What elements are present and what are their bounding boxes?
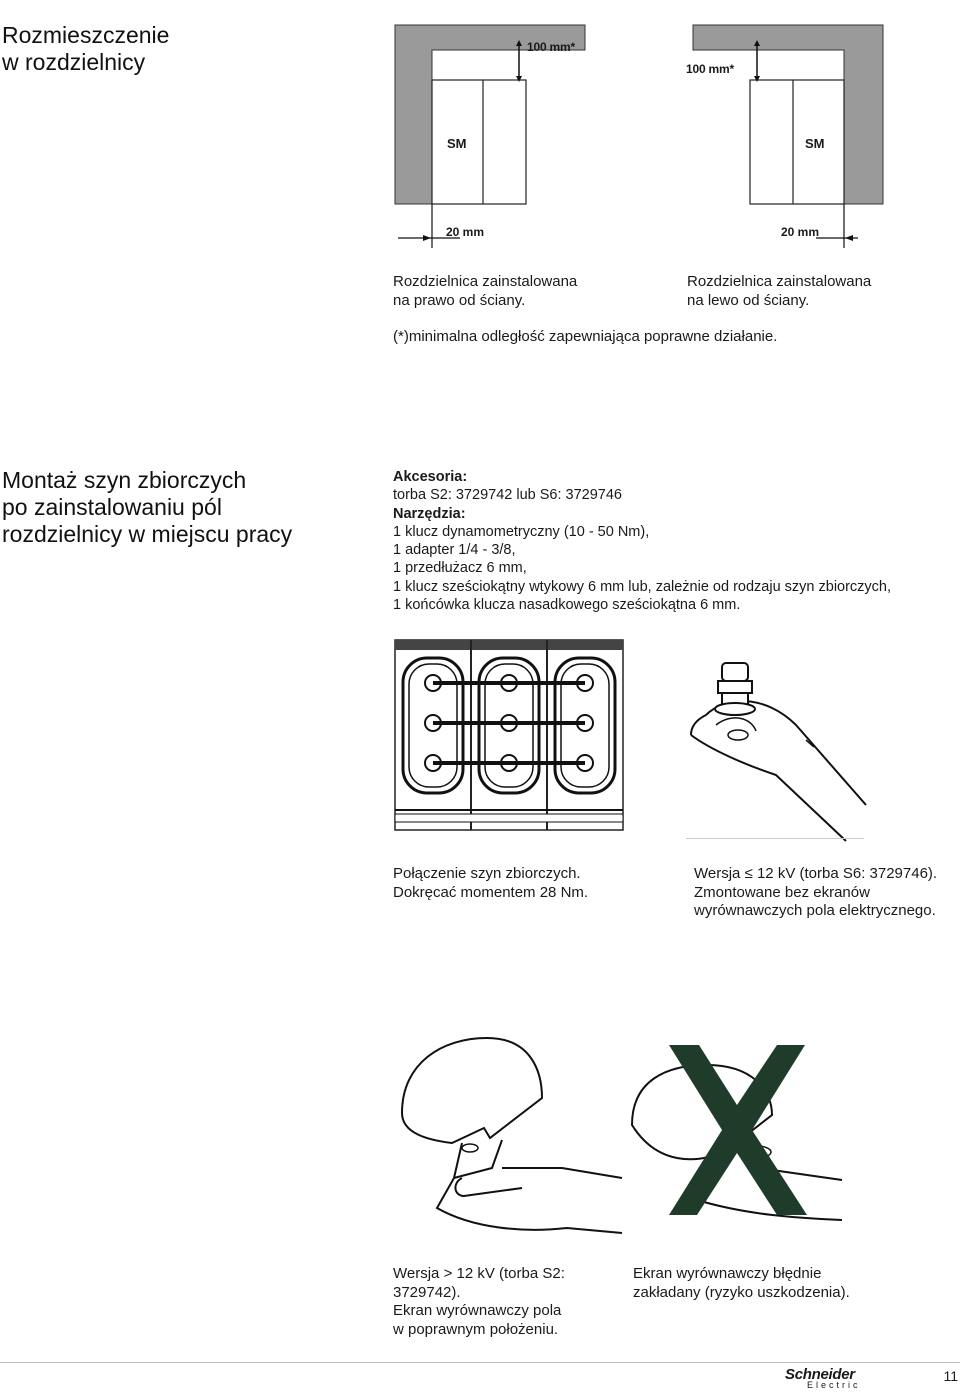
caption-line: 3729742). — [393, 1283, 461, 1301]
diagram-right-of-wall — [390, 22, 590, 252]
brand-name: Schneider — [785, 1366, 855, 1383]
divider — [686, 838, 864, 839]
title-line: po zainstalowaniu pól — [2, 494, 222, 520]
field-screen-incorrect-sketch — [627, 1040, 847, 1240]
title-line: rozdzielnicy w miejscu pracy — [2, 521, 293, 547]
unit-label: SM — [447, 136, 467, 151]
dimension-bottom-label: 20 mm — [781, 225, 820, 239]
diagram-left-of-wall — [688, 22, 888, 252]
tool-item: 1 adapter 1/4 - 3/8, — [393, 542, 516, 559]
caption-line: Dokręcać momentem 28 Nm. — [393, 883, 589, 901]
caption-busbar-connection — [393, 865, 588, 902]
tool-item: 1 końcówka klucza nasadkowego sześciokątna 6 mm. — [393, 597, 741, 614]
title-line: w rozdzielnicy — [2, 49, 146, 75]
section-title-busbar-assembly — [2, 467, 292, 548]
caption-version-gt12kv — [393, 1265, 565, 1339]
footer-rule — [0, 1362, 960, 1363]
caption-line: Zmontowane bez ekranów — [694, 883, 870, 901]
caption-line: Ekran wyrównawczy pola — [393, 1302, 562, 1319]
caption-line: Wersja ≤ 12 kV (torba S6: 3729746). — [694, 865, 938, 882]
caption-line: wyrównawczych pola elektrycznego. — [694, 902, 936, 919]
caption-right-of-wall — [393, 273, 577, 310]
brand-sub: Electric — [807, 1380, 861, 1390]
dimension-bottom-label: 20 mm — [446, 225, 485, 239]
tools-heading: Narzędzia: — [393, 505, 466, 522]
minimum-distance-note: (*)minimalna odległość zapewniająca poprawne działanie. — [393, 328, 778, 345]
bolt-connection-sketch — [686, 655, 866, 841]
caption-line: Rozdzielnica zainstalowana — [687, 273, 872, 290]
caption-version-le12kv — [694, 865, 937, 921]
page-number: 11 — [943, 1368, 958, 1384]
busbar-connection-diagram — [393, 638, 625, 834]
accessories-text: torba S2: 3729742 lub S6: 3729746 — [393, 487, 622, 504]
tool-item: 1 klucz dynamometryczny (10 - 50 Nm), — [393, 523, 650, 540]
caption-line: na prawo od ściany. — [393, 291, 526, 309]
caption-left-of-wall — [687, 273, 871, 310]
accessories-heading: Akcesoria: — [393, 469, 468, 485]
caption-line: Rozdzielnica zainstalowana — [393, 273, 578, 290]
tools-accessories-block — [393, 468, 891, 614]
caption-line: Połączenie szyn zbiorczych. — [393, 865, 581, 882]
title-line: Montaż szyn zbiorczych — [2, 467, 247, 493]
caption-line: Wersja > 12 kV (torba S2: — [393, 1265, 565, 1282]
tool-item: 1 klucz sześciokątny wtykowy 6 mm lub, zależnie od rodzaju szyn zbiorczych, — [393, 578, 892, 595]
title-line: Rozmieszczenie — [2, 22, 170, 48]
dimension-top-label: 100 mm* — [527, 40, 575, 54]
caption-line: zakładany (ryzyko uszkodzenia). — [633, 1283, 850, 1301]
unit-label: SM — [805, 136, 825, 151]
caption-screen-incorrect — [633, 1265, 850, 1302]
caption-line: na lewo od ściany. — [687, 291, 810, 309]
caption-line: Ekran wyrównawczy błędnie — [633, 1265, 822, 1282]
section-title-placement — [2, 22, 169, 76]
field-screen-correct-sketch — [392, 1028, 622, 1238]
dimension-top-label: 100 mm* — [686, 62, 734, 76]
tool-item: 1 przedłużacz 6 mm, — [393, 560, 527, 577]
caption-line: w poprawnym położeniu. — [393, 1320, 559, 1338]
brand-logo — [785, 1366, 875, 1390]
